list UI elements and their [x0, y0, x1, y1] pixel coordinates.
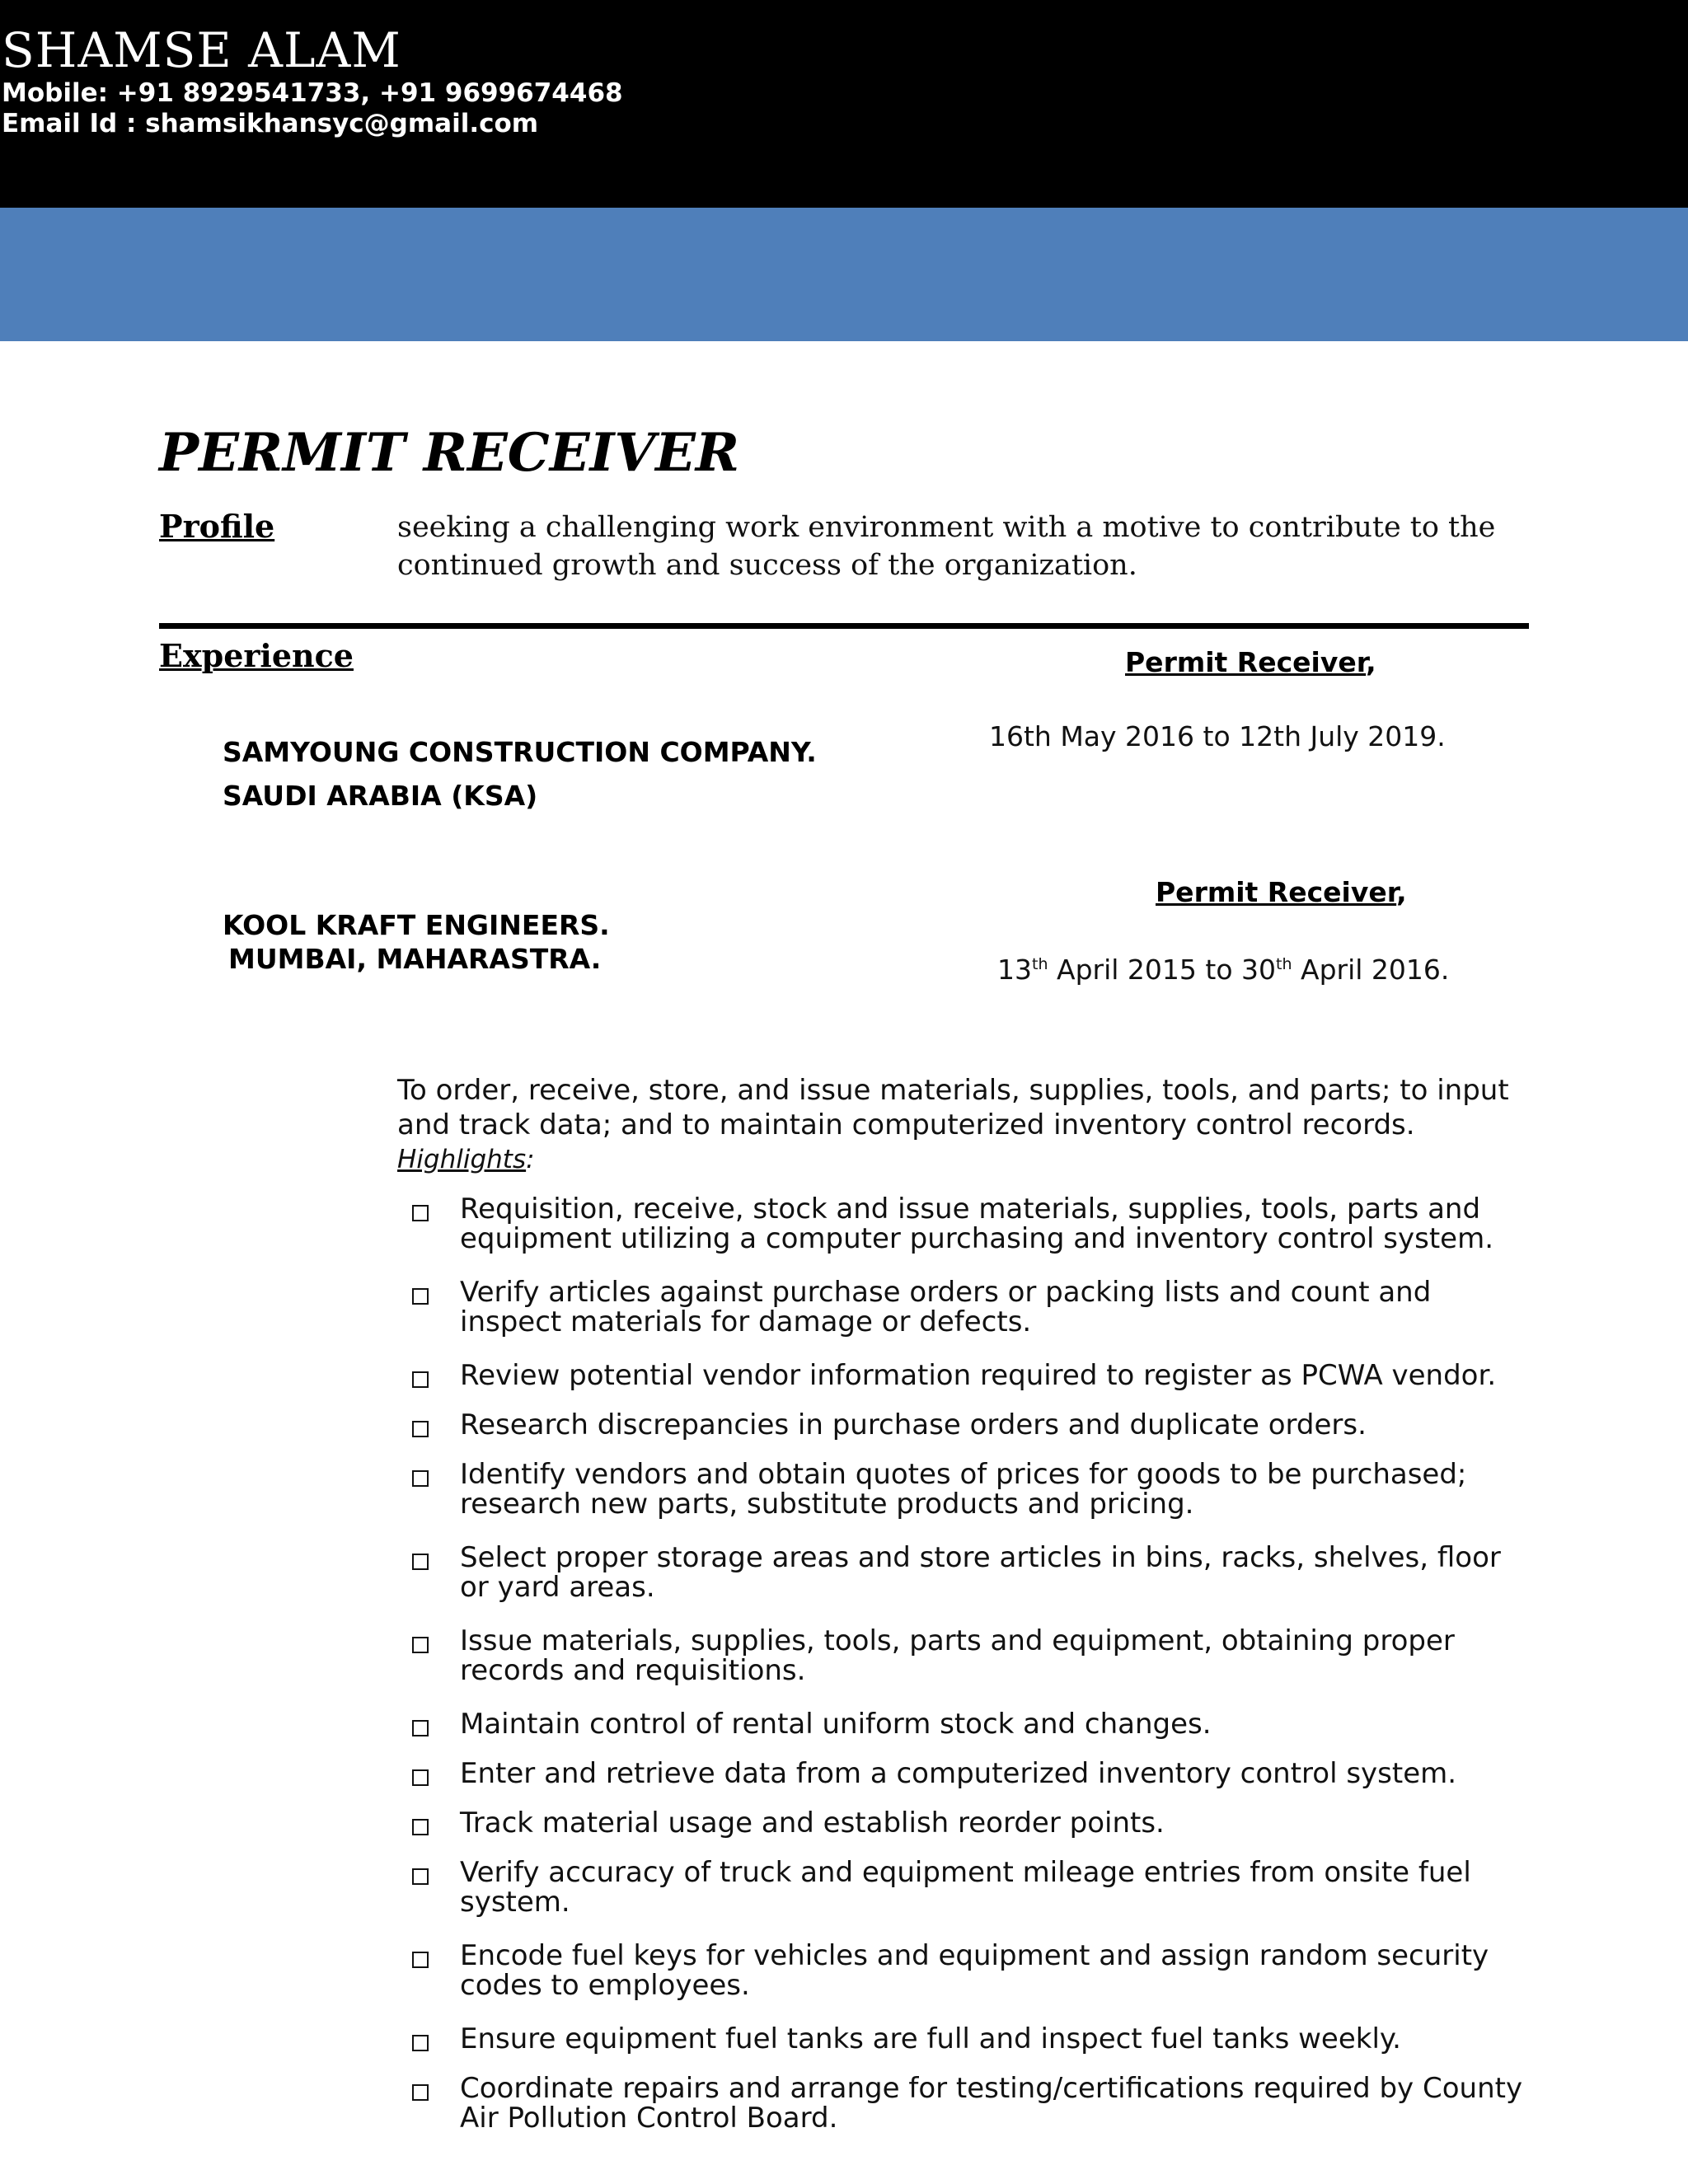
- checkbox-bullet-icon: [412, 1421, 429, 1437]
- job-dates-2: [997, 952, 1449, 988]
- job-role-2-suffix: ,: [1396, 876, 1407, 908]
- company-name-1: SAMYOUNG CONSTRUCTION COMPANY.: [223, 736, 817, 768]
- checkbox-bullet-icon: [412, 1769, 429, 1786]
- job-role-1-title: Permit Receiver: [1125, 646, 1367, 678]
- highlights-colon: :: [526, 1145, 535, 1174]
- checkbox-bullet-icon: [412, 1819, 429, 1835]
- job-title: PERMIT RECEIVER: [159, 422, 740, 484]
- profile-heading: Profile: [159, 508, 275, 545]
- job-role-2: [1156, 874, 1407, 911]
- job-role-1-suffix: ,: [1366, 646, 1376, 678]
- experience-heading: Experience: [159, 637, 354, 674]
- checkbox-bullet-icon: [412, 1720, 429, 1736]
- checkbox-bullet-icon: [412, 1637, 429, 1653]
- checkbox-bullet-icon: [412, 2035, 429, 2051]
- checkbox-bullet-icon: [412, 1952, 429, 1968]
- checkbox-bullet-icon: [412, 2084, 429, 2101]
- profile-text: seeking a challenging work environment with a motive to contribute to the continued growth and success of the organization.: [397, 511, 1496, 582]
- header-band: [0, 0, 1688, 208]
- accent-band: [0, 208, 1688, 341]
- job-role-1: [1125, 644, 1376, 681]
- checkbox-bullet-icon: [412, 1470, 429, 1487]
- company-location-1: SAUDI ARABIA (KSA): [223, 780, 538, 812]
- checkbox-bullet-icon: [412, 1868, 429, 1885]
- section-divider: [159, 623, 1529, 629]
- highlights-label: Highlights: [397, 1145, 527, 1174]
- email-address: Email Id : shamsikhansyc@gmail.com: [2, 109, 539, 138]
- experience-summary: To order, receive, store, and issue materials, supplies, tools, and parts; to input and track data; and to maintain computerized inventory control records.: [397, 1074, 1509, 1141]
- checkbox-bullet-icon: [412, 1554, 429, 1570]
- company-location-2: MUMBAI, MAHARASTRA.: [228, 943, 602, 975]
- company-name-2: KOOL KRAFT ENGINEERS.: [223, 909, 610, 941]
- job-dates-2-start-sup: th: [1032, 955, 1048, 973]
- job-dates-1: 16th May 2016 to 12th July 2019.: [989, 720, 1446, 752]
- highlights-heading: [397, 1143, 535, 1176]
- candidate-name: SHAMSE ALAM: [2, 22, 401, 78]
- job-dates-2-start-rest: April 2015 to 30: [1048, 954, 1276, 986]
- checkbox-bullet-icon: [412, 1371, 429, 1388]
- job-role-2-title: Permit Receiver: [1156, 876, 1397, 908]
- job-dates-2-start-day: 13: [997, 954, 1032, 986]
- checkbox-bullet-icon: [412, 1288, 429, 1305]
- job-dates-2-end-sup: th: [1276, 955, 1292, 973]
- job-dates-2-end-rest: April 2016.: [1292, 954, 1450, 986]
- mobile-numbers: Mobile: +91 8929541733, +91 9699674468: [2, 78, 623, 108]
- checkbox-bullet-icon: [412, 1205, 429, 1221]
